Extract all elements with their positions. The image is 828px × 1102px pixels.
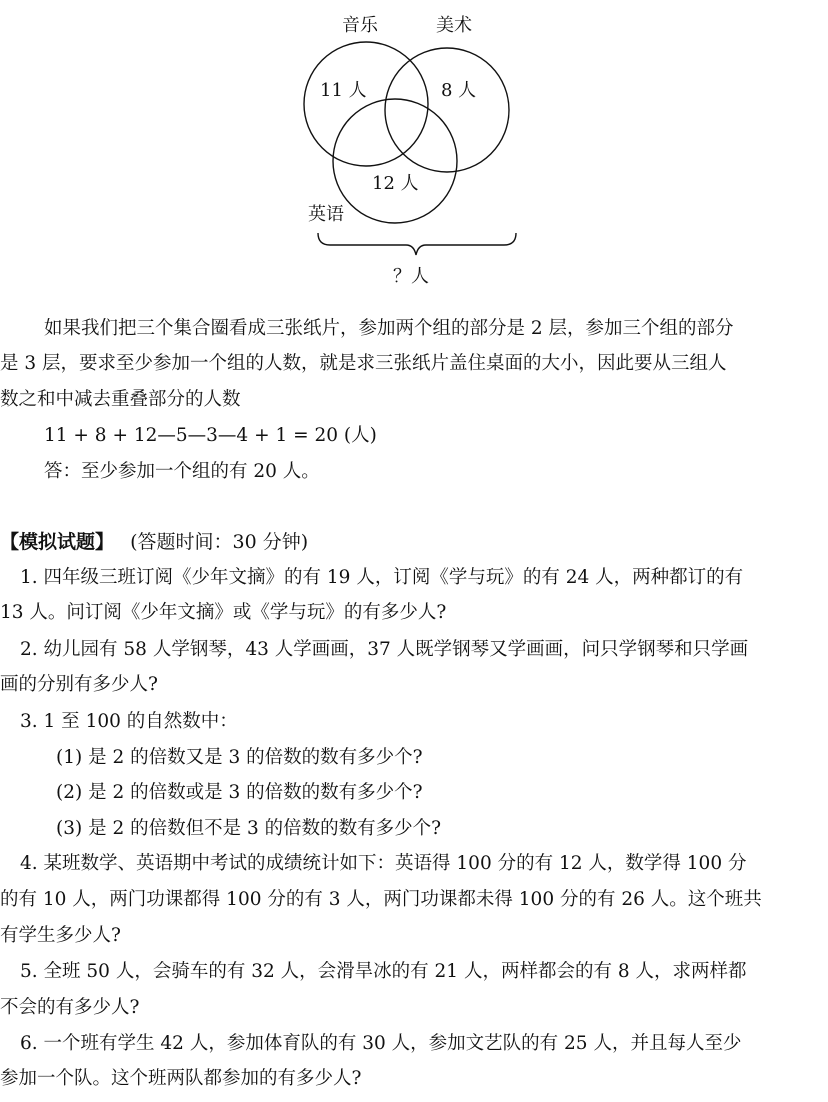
q2-line-2: 画的分别有多少人? bbox=[0, 674, 158, 695]
explanation-line-3: 数之和中减去重叠部分的人数 bbox=[0, 389, 241, 410]
label-art: 美术 bbox=[436, 15, 472, 36]
q2-line-1: 2. 幼儿园有 58 人学钢琴，43 人学画画，37 人既学钢琴又学画画，问只学钢琴和只学画 bbox=[20, 639, 749, 660]
explanation-line-2: 是 3 层，要求至少参加一个组的人数，就是求三张纸片盖住桌面的大小，因此要从三组人 bbox=[0, 353, 727, 374]
exam-time-note: (答题时间：30 分钟) bbox=[130, 531, 309, 553]
total-brace bbox=[318, 233, 516, 255]
count-english: 12 人 bbox=[372, 173, 419, 194]
q3-sub-2: (2) 是 2 的倍数或是 3 的倍数的数有多少个? bbox=[56, 782, 423, 803]
venn-diagram bbox=[0, 0, 828, 300]
formula: 11 + 8 + 12—5—3—4 + 1 = 20 (人) bbox=[44, 425, 377, 446]
count-music: 11 人 bbox=[320, 80, 367, 101]
q1-line-2: 13 人。问订阅《少年文摘》或《学与玩》的有多少人? bbox=[0, 602, 447, 623]
q4-line-3: 有学生多少人? bbox=[0, 925, 121, 946]
q3-sub-1: (1) 是 2 的倍数又是 3 的倍数的数有多少个? bbox=[56, 747, 423, 768]
q6-line-1: 6. 一个班有学生 42 人，参加体育队的有 30 人，参加文艺队的有 25 人，并且每人至少 bbox=[20, 1033, 742, 1054]
total-label: ？人 bbox=[393, 266, 429, 287]
art-circle bbox=[385, 48, 509, 172]
count-art: 8 人 bbox=[441, 80, 477, 101]
q6-line-2: 参加一个队。这个班两队都参加的有多少人? bbox=[0, 1068, 362, 1089]
label-music: 音乐 bbox=[342, 15, 378, 36]
label-english: 英语 bbox=[308, 204, 344, 225]
q4-line-2: 的有 10 人，两门功课都得 100 分的有 3 人，两门功课都未得 100 分的有 26 人。这个班共 bbox=[0, 889, 762, 910]
english-circle bbox=[333, 99, 457, 223]
exam-heading: 【模拟试题】 bbox=[0, 531, 115, 553]
q4-line-1: 4. 某班数学、英语期中考试的成绩统计如下：英语得 100 分的有 12 人，数学得 100 分 bbox=[20, 853, 747, 874]
q5-line-1: 5. 全班 50 人，会骑车的有 32 人，会滑旱冰的有 21 人，两样都会的有 8 人，求两样都 bbox=[20, 961, 747, 982]
explanation-line-1: 如果我们把三个集合圈看成三张纸片，参加两个组的部分是 2 层，参加三个组的部分 bbox=[44, 318, 734, 339]
q1-line-1: 1. 四年级三班订阅《少年文摘》的有 19 人，订阅《学与玩》的有 24 人，两种都订的有 bbox=[20, 567, 744, 588]
exam-heading-row bbox=[0, 530, 828, 554]
q3-sub-3: (3) 是 2 的倍数但不是 3 的倍数的数有多少个? bbox=[56, 818, 442, 839]
answer: 答：至少参加一个组的有 20 人。 bbox=[44, 461, 320, 482]
q5-line-2: 不会的有多少人? bbox=[0, 997, 140, 1018]
q3-intro: 3. 1 至 100 的自然数中： bbox=[20, 711, 238, 732]
